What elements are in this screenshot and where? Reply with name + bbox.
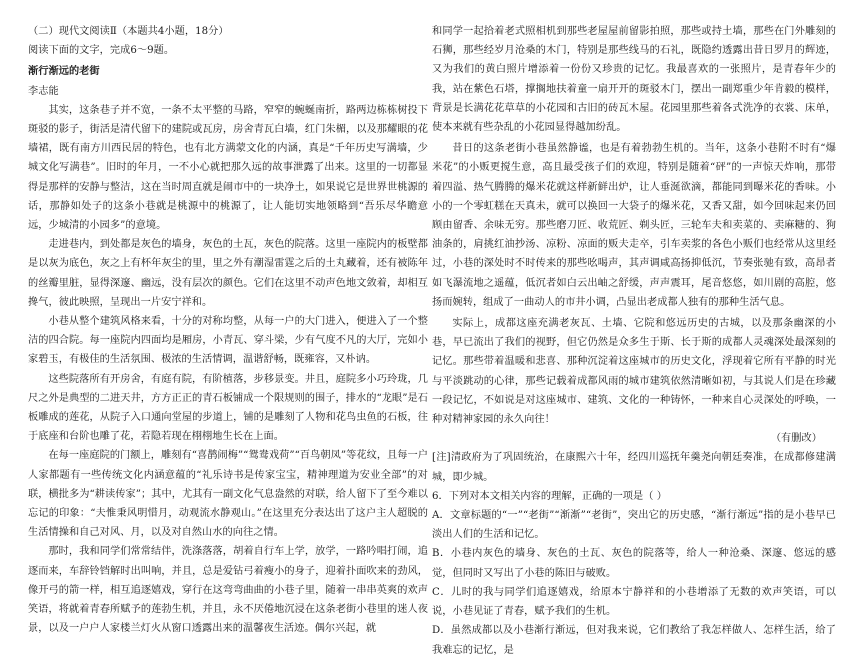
paragraph-7: 昔日的这条老街小巷虽然静谧，也是有着勃勃生机的。当年，这条小巷附不时有“爆米花”的小贩更搅生意，高且最受孩子们的欢迎，特别是随着“砰”的一声惊天炸响，那带着四溢、热气腾腾的爆米花就这样新鲜出炉，让人垂涎欲滴，都能同到曝米花的香味。小小的一个零虹糕在天真未，就可以换回一大袋子的爆米花，又香又甜，如今回味起来仍回顾由留香、余味无穷。那些磨刀匠、收荒匠、剃头匠，三轮车夫和卖菜的、卖麻糖的、狗油条的，肩挑红油抄汤、凉粉、凉面的贩夫走卒，引车卖浆的各色小贩们也经常从这里经过，小巷的深处时不时传来的那些吆喝声，其声调咸高扬抑低沉，节奏张驰有致，高昂者如飞瀑流地之遥蕴，低沉者如白云出岫之舒缓，声声震耳，尾音悠悠，如川剧的高腔，悠扬而婉转，组成了一曲动人的市井小调，凸显出老成都人独有的那种生活气息。	[432, 143, 836, 308]
paragraph-6-continued: 和同学一起拾着老式照相机到那些老屋屋前留影拍照，那些或持土墙，那些在门外雕刻的石狮，那些经岁月沧桑的木门，特别是那些线马的石礼，既隐约透露出昔日罗月的辉迹，又为我们的黄白照片增添着一份份又珍贵的记忆。我最喜欢的一张照片，是青春年少的我，站在紫色石塔，撑搁地扶着童一扇开开的斑驳木门，摆出一副郑重少年肯毅的模样，背景是长满花花草草的小花园和古旧的砖瓦木屋。花园里那些着各式洗净的衣裳、床单，使本来就有些杂乱的小花园显得越加纷乱。	[432, 26, 836, 134]
left-column	[28, 22, 428, 639]
option-a: A．文章标题的“一”“老街”“渐渐”“老街”，突出它的历史感，“渐行渐远”指的是小巷早已淡出人们的生活和记忆。	[432, 510, 836, 541]
paragraph-5: 在每一座庭院的门额上，雕刻有“喜鹊闹梅”“鸳鸯戏荷”“百鸟朝凤”等花纹，且每一户人家都题有一些传统文化内涵意蕴的“礼乐诗书是传家宝宝，精神理道为安业全部”的对联，横批多为“耕读传家”；其中，尤其有一副文化气息盎然的对联，给人留下了至今难以忘记的印象：“夫惟秉风明惜月，动观流水静观山。”在这里充分表达出了这户主人超脱的生活情操和自己对风、月，以及对自然山水的向往之情。	[28, 450, 429, 539]
question-6: 6．下列对本文相关内容的理解，正确的一项是（ ）	[432, 490, 668, 502]
paragraph-2: 走进巷内，到处都是灰色的墙身，灰色的土瓦，灰色的院落。这里一座院内的板壁都是以灰为底色，灰之上有杯年灰尘的里，里之外有潮湿雷霆之后的土丸藏着，还有被陈年的丝瓣里脏，显得深邃、幽远，没有层次的颜色。它们在这里不动声色地文敛着，却相互搀气，彼此映照，呈现出一片安宁祥和。	[28, 239, 428, 308]
paragraph-3: 小巷从整个建筑风格来看，十分的对称均整，从每一户的大门进入，便进入了一个整洁的四合院。每一座院内四面均是厢房，小青瓦、穿斗梁，少有气度不凡的大厅，完如小家碧玉，有极佳的生活氛围、极浓的生活情调，温谐舒畅，既雍容，又朴讷。	[28, 316, 428, 366]
right-column	[432, 22, 836, 660]
reading-instruction: 阅读下面的文字，完成6～9题。	[28, 45, 175, 57]
source-note: （有删改）	[770, 433, 822, 445]
paragraph-1: 其实，这条巷子并不宽，一条不太平整的马路，窄窄的蜿蜒南折，路两边栋栋树投下斑驳的影子，街活是清代留下的建院或瓦房，房舍青瓦白墙，红门朱楣，以及那耀眼的花墙裙，既有南方川西民居的特色，也有北方满蒙文化的内涵，真是“千年历史写满墙，少城文化写满巷”。旧时的年月，一不小心就把那久远的故事泄露了出来。这里的一切都显得是那样的安静与整洁，这在当时周直就是闹市中的一块净土，如果说它是世界世桃源的话，那静如处子的这条小巷就是桃源中的桃源了，让人能切实地领略到“吾乐尽华瞻意远，少城清的小园多”的意境。	[28, 104, 428, 232]
paragraph-8: 实际上，成都这座充满老灰瓦、土墙、它院和悠远历史的古城，以及那条幽深的小巷，早已流出了我们的视野，但它仍然是众多生于斯、长于斯的成都人灵魂深处最深刻的记忆。那些带着温暖和悲喜、那种沉淀着这座城市的历史文化，浮现着它所有平静的时光与平淡跳动的心律，那些记载着成都风雨的城市建筑依然清晰如初，与其说人们是在珍藏一段记忆，不如说是对这座城市、建筑、文化的一种铸怀，一种来自心灵深处的呼唤，一种对精神家园的永久向往！	[432, 318, 836, 426]
section-header: （二）现代文阅读Ⅱ（本题共4小题，18分）	[28, 26, 229, 37]
option-b: B．小巷内灰色的墙身、灰色的土瓦、灰色的院落等，给人一种沧桑、深邃、悠远的感觉，但同时又写出了小巷的陈旧与破败。	[432, 548, 836, 579]
paragraph-4: 这些院落所有开房舍，有庭有院，有阶植落，步移景变。井且，庭院多小巧玲珑，几尺之外是典型的二进天井，方方正正的青石板铺成一个限规则的围子，排水的“龙眼”是石板雕成的莲花，从院子入口通向堂屋的步道上，铺的是雕刻了人物和花鸟虫鱼的石板，往于底座和台阶也雕了花，若隐若现在栩栩地生长在上面。	[28, 373, 428, 443]
option-c: C．儿时的我与同学们追逐嬉戏，给原本宁静祥和的小巷增添了无数的欢声笑语，可以说，小巷见证了青春，赋予我们的生机。	[432, 586, 836, 618]
option-d: D．虽然成都以及小巷渐行渐远，但对我来说，它们教给了我怎样做人、怎样生活，给了我难忘的记忆，是	[432, 625, 836, 656]
paragraph-6: 那时，我和同学们常常结伴，洗涤落落，胡着自行车上学，放学，一路吟唱打闹，追逐而来，车辞铃铛解时出叫响，并且，总是爱钻弓着瘦小的身子，迎着扑面吹来的劲风，像开弓的箭一样，相互追逐嬉戏，穿行在这弯弯曲曲的小巷子里，随着一串串英爽的欢声笑语，将就着青春所赋予的莲勃生机，并且，永不厌倦地沉浸在这条老街小巷里的迷人夜景，以及一户户人家楼兰灯火从窗口透露出来的温馨夜生活迹。偶尔兴起，就	[28, 546, 428, 635]
footnote: [注]清政府为了巩固统治，在康熙六十年，经四川巡抚年羹尧向朝廷奏准，在成都修建满城，即少城。	[432, 452, 836, 483]
article-author: 李志能	[28, 85, 59, 97]
article-title: 渐行渐远的老街	[28, 65, 100, 78]
